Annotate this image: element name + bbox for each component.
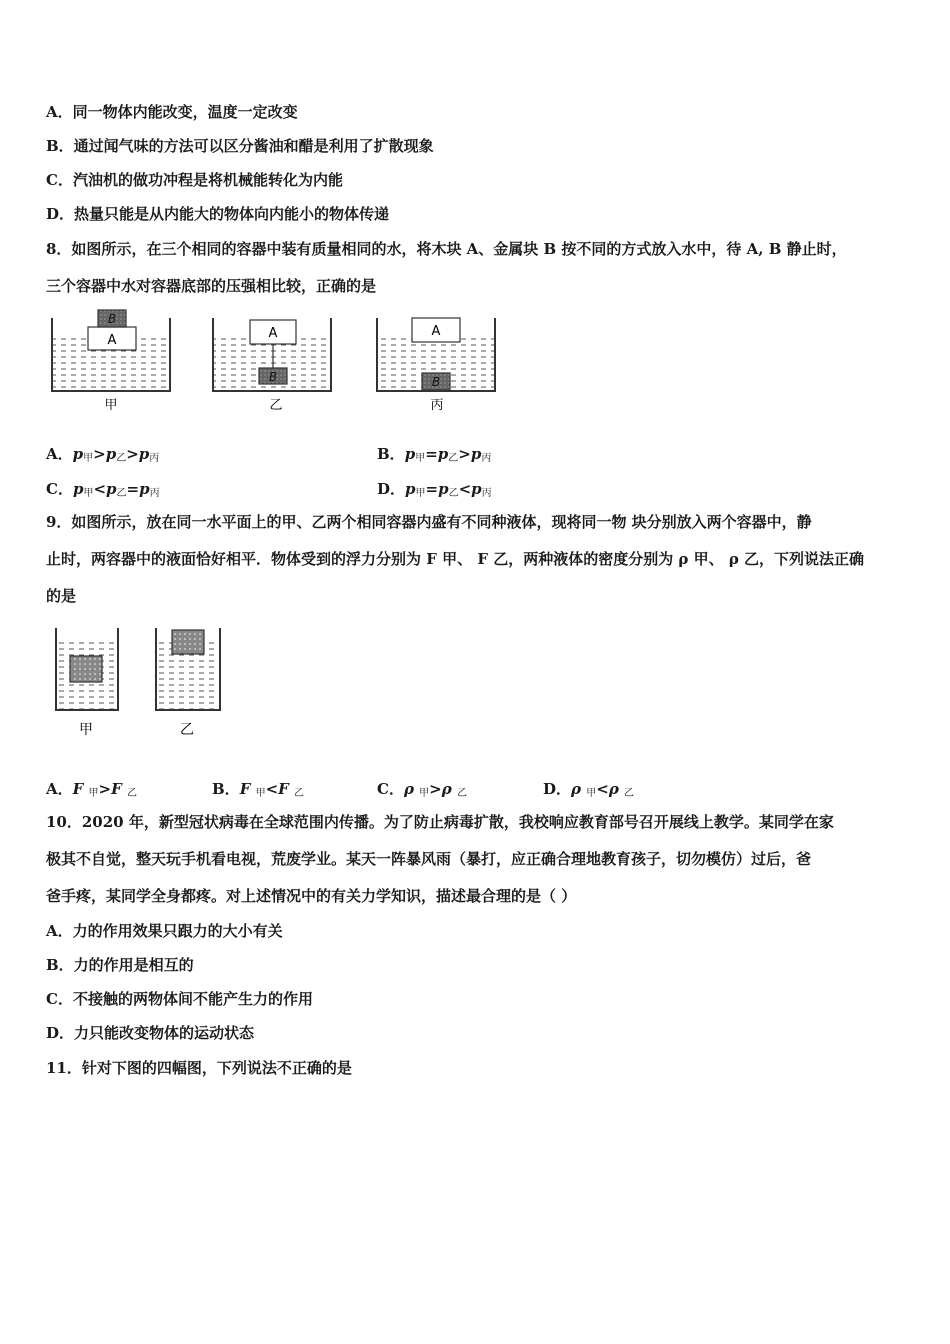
q7-option-a: A．同一物体内能改变，温度一定改变 [46, 103, 298, 121]
q8-bing-block-a-label: A [431, 324, 441, 339]
q8-option-b: B．$p_甲=p_乙>p_丙$ [377, 445, 492, 464]
q8-stem-line1: 8．如图所示，在三个相同的容器中装有质量相同的水，将木块 A、金属块 B 按不同的方式放入水中，待 A, B 静止时， [46, 240, 847, 258]
q10-stem-line2: 极其不自觉，整天玩手机看电视，荒废学业。某天一阵暴风雨（暴打，应正确合理地教育孩子，切勿模仿）过后，爸 [46, 850, 812, 868]
q10-option-c: C．不接触的两物体间不能产生力的作用 [46, 990, 313, 1008]
q10-option-d: D．力只能改变物体的运动状态 [46, 1024, 255, 1042]
q8-stem-line2: 三个容器中水对容器底部的压强相比较，正确的是 [46, 277, 377, 295]
q8-jia-block-a-label: A [107, 333, 117, 348]
q9-option-c: C．ρ $_甲$>ρ $_乙$ [377, 780, 467, 799]
q9-stem-line2: 止时，两容器中的液面恰好相平．物体受到的浮力分别为 F 甲、 F 乙，两种液体的密度分别为 ρ 甲、 ρ 乙，下列说法正确 [46, 550, 865, 568]
q8-yi-block-a-label: A [268, 326, 278, 341]
q8-container-jia [52, 310, 170, 413]
q7-option-b: B．通过闻气味的方法可以区分酱油和醋是利用了扩散现象 [46, 137, 434, 155]
q9-container-jia [56, 628, 118, 738]
q10-option-a: A．力的作用效果只跟力的大小有关 [46, 922, 283, 940]
q8-label-yi: 乙 [269, 398, 283, 413]
q8-label-jia: 甲 [104, 398, 118, 413]
q9-label-yi: 乙 [180, 722, 194, 738]
q9-option-a: A．F $_甲$>F $_乙$ [46, 780, 137, 799]
q8-option-c: C．$p_甲<p_乙=p_丙$ [46, 480, 160, 499]
q9-option-b: B．F $_甲$<F $_乙$ [212, 780, 305, 799]
q8-option-d: D．$p_甲=p_乙<p_丙$ [377, 480, 492, 499]
q8-yi-block-b-label: B [268, 370, 278, 384]
q8-figure [40, 306, 510, 418]
q8-container-yi [213, 318, 331, 413]
q8-option-a: A．$p_甲>p_乙>p_丙$ [46, 445, 160, 464]
q9-figure [48, 622, 238, 742]
q8-jia-block-b-label: B [107, 312, 117, 326]
q9-container-yi [156, 628, 220, 738]
q10-stem-line1: 10．2020 年，新型冠状病毒在全球范围内传播。为了防止病毒扩散，我校响应教育部号召开展线上教学。某同学在家 [46, 813, 834, 831]
q9-stem-line1: 9．如图所示，放在同一水平面上的甲、乙两个相同容器内盛有不同种液体，现将同一物 块分别放入两个容器中，静 [46, 513, 812, 531]
q8-container-bing [377, 318, 495, 413]
q9-option-d: D．ρ $_甲$<ρ $_乙$ [543, 780, 635, 799]
q9-label-jia: 甲 [79, 722, 93, 738]
q9-stem-line3: 的是 [46, 587, 77, 605]
q11-stem: 11．针对下图的四幅图，下列说法不正确的是 [46, 1059, 352, 1077]
q10-option-b: B．力的作用是相互的 [46, 956, 194, 974]
q7-option-d: D．热量只能是从内能大的物体向内能小的物体传递 [46, 205, 390, 223]
q7-option-c: C．汽油机的做功冲程是将机械能转化为内能 [46, 171, 343, 189]
q8-bing-block-b-label: B [431, 375, 441, 389]
q8-label-bing: 丙 [430, 398, 444, 413]
q10-stem-line3: 爸手疼，某同学全身都疼。对上述情况中的有关力学知识，描述最合理的是（ ） [46, 887, 577, 905]
